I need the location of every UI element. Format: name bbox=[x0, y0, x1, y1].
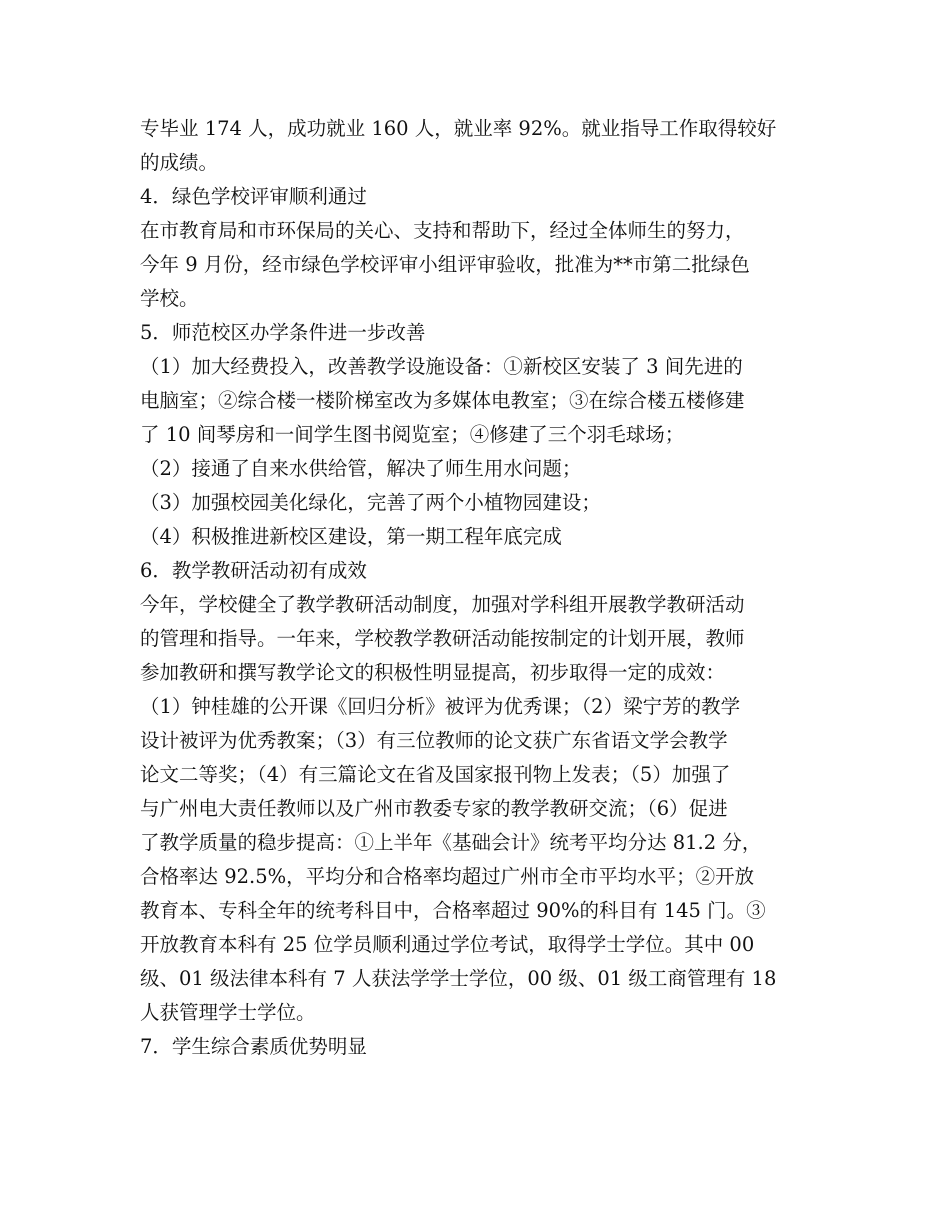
text-line: 合格率达 92.5%，平均分和合格率均超过广州市全市平均水平；②开放 bbox=[140, 865, 755, 888]
text-line: 的成绩。 bbox=[140, 151, 219, 174]
section-heading: 7．学生综合素质优势明显 bbox=[140, 1035, 367, 1058]
text-line: （2）接通了自来水供给管，解决了师生用水问题； bbox=[140, 457, 582, 480]
text-line: （1）加大经费投入，改善教学设施设备：①新校区安装了 3 间先进的 bbox=[140, 355, 743, 378]
text-line: 学校。 bbox=[140, 287, 199, 310]
text-line: 在市教育局和市环保局的关心、支持和帮助下，经过全体师生的努力， bbox=[140, 219, 745, 242]
section-heading: 4．绿色学校评审顺利通过 bbox=[140, 185, 367, 208]
text-line: 与广州电大责任教师以及广州市教委专家的教学教研交流；（6）促进 bbox=[140, 797, 728, 820]
text-line: （4）积极推进新校区建设，第一期工程年底完成 bbox=[140, 525, 562, 548]
text-line: 开放教育本科有 25 位学员顺利通过学位考试，取得学士学位。其中 00 bbox=[140, 933, 755, 956]
section-heading: 6．教学教研活动初有成效 bbox=[140, 559, 367, 582]
text-line: （1）钟桂雄的公开课《回归分析》被评为优秀课；（2）梁宁芳的教学 bbox=[140, 695, 741, 718]
text-line: 今年，学校健全了教学教研活动制度，加强对学科组开展教学教研活动 bbox=[140, 593, 745, 616]
section-heading: 5．师范校区办学条件进一步改善 bbox=[140, 321, 426, 344]
text-line: 设计被评为优秀教案；（3）有三位教师的论文获广东省语文学会教学 bbox=[140, 729, 728, 752]
text-line: 专毕业 174 人，成功就业 160 人，就业率 92%。就业指导工作取得较好 bbox=[140, 117, 777, 140]
text-line: 了教学质量的稳步提高：①上半年《基础会计》统考平均分达 81.2 分， bbox=[140, 831, 762, 854]
text-line: 电脑室；②综合楼一楼阶梯室改为多媒体电教室；③在综合楼五楼修建 bbox=[140, 389, 745, 412]
text-line: 级、01 级法律本科有 7 人获法学学士学位，00 级、01 级工商管理有 18 bbox=[140, 967, 777, 990]
text-line: 的管理和指导。一年来，学校教学教研活动能按制定的计划开展，教师 bbox=[140, 627, 745, 650]
text-line: 教育本、专科全年的统考科目中，合格率超过 90%的科目有 145 门。③ bbox=[140, 899, 766, 922]
text-line: 参加教研和撰写教学论文的积极性明显提高，初步取得一定的成效： bbox=[140, 661, 726, 684]
text-line: 论文二等奖；（4）有三篇论文在省及国家报刊物上发表；（5）加强了 bbox=[140, 763, 731, 786]
text-line: 人获管理学士学位。 bbox=[140, 1001, 316, 1024]
document-page bbox=[140, 112, 820, 1064]
text-line: 今年 9 月份，经市绿色学校评审小组评审验收，批准为**市第二批绿色 bbox=[140, 253, 750, 276]
text-line: （3）加强校园美化绿化，完善了两个小植物园建设； bbox=[140, 491, 601, 514]
text-line: 了 10 间琴房和一间学生图书阅览室；④修建了三个羽毛球场； bbox=[140, 423, 685, 446]
